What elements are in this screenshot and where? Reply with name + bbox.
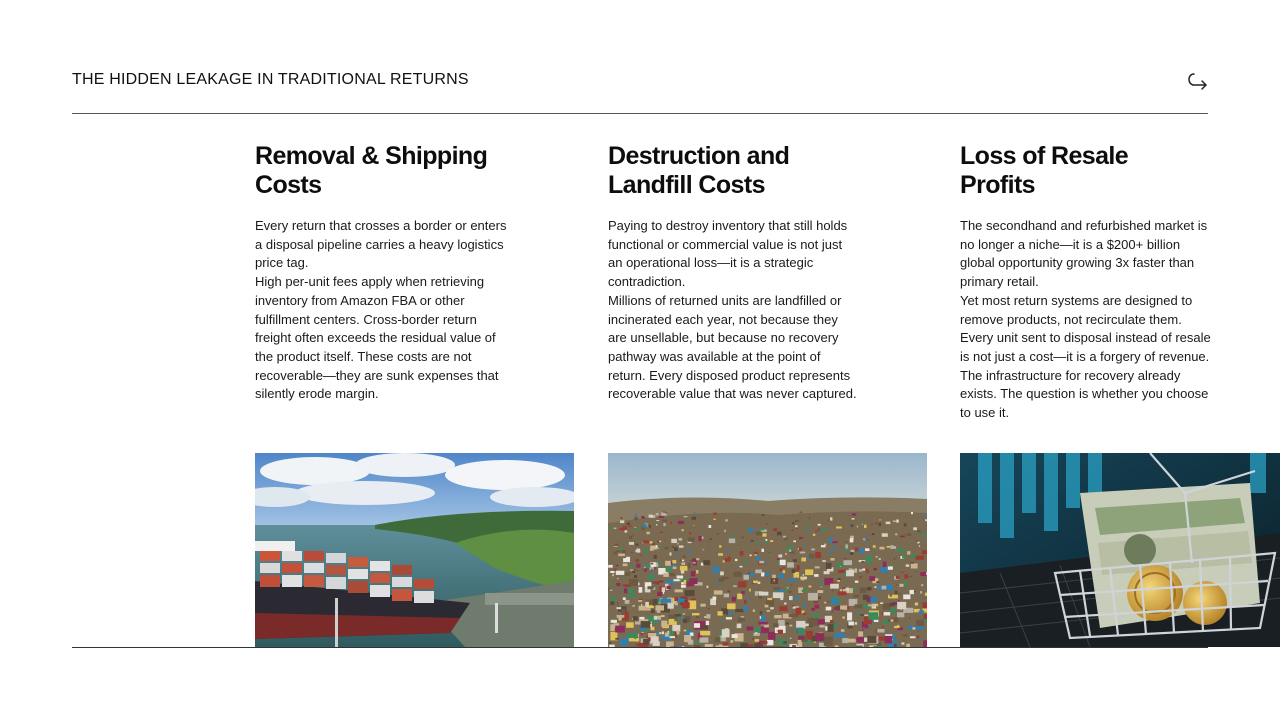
landfill-photo — [608, 453, 927, 647]
column-paragraph: Yet most return systems are designed to remove products, not recirculate them. Every unit sent to disposal instead of resale is not just a cost—it is a forgery of revenue. The infrastructure for recovery already exists. The question is whether you choose to use it. — [960, 292, 1211, 421]
header-divider — [72, 113, 1208, 114]
column-title-line: Profits — [960, 171, 1035, 199]
column-paragraph: High per-unit fees apply when retrieving inventory from Amazon FBA or other fulfillment centers. Cross-border return freight often exceeds the residual value of the product itself. These costs are not recoverable—they are sunk expenses that silently erode margin. — [255, 274, 499, 402]
column-paragraph: Paying to destroy inventory that still holds functional or commercial value is not just an operational loss—it is a strategic contradiction. — [608, 218, 848, 290]
column-body — [255, 217, 507, 404]
column-destruction-landfill — [608, 142, 863, 404]
column-title — [255, 142, 510, 200]
page-title: THE HIDDEN LEAKAGE IN TRADITIONAL RETURNS — [72, 71, 469, 88]
column-body — [608, 217, 860, 404]
column-body — [960, 217, 1212, 423]
column-title-line: Loss of Resale — [960, 142, 1129, 170]
column-paragraph: Millions of returned units are landfilled or incinerated each year, not because they are unsellable, but because no recovery pathway was available at the point of return. Every disposed product represents recoverable value that was never captured. — [608, 292, 857, 402]
cargo-ship-photo — [255, 453, 574, 647]
column-removal-shipping — [255, 142, 510, 404]
column-paragraph: The secondhand and refurbished market is no longer a niche—it is a $200+ billion global opportunity growing 3x faster than primary retail. — [960, 218, 1208, 290]
column-resale-profits — [960, 142, 1215, 423]
footer-divider — [72, 647, 1208, 648]
column-title — [960, 142, 1215, 200]
column-title-line: Destruction and — [608, 142, 790, 170]
shopping-cart-money-photo — [960, 453, 1280, 647]
return-arrow-icon[interactable] — [1185, 70, 1211, 96]
column-title — [608, 142, 863, 200]
column-title-line: Costs — [255, 171, 322, 199]
column-paragraph: Every return that crosses a border or enters a disposal pipeline carries a heavy logistics price tag. — [255, 218, 507, 271]
column-title-line: Removal & Shipping — [255, 142, 488, 170]
column-title-line: Landfill Costs — [608, 171, 765, 199]
